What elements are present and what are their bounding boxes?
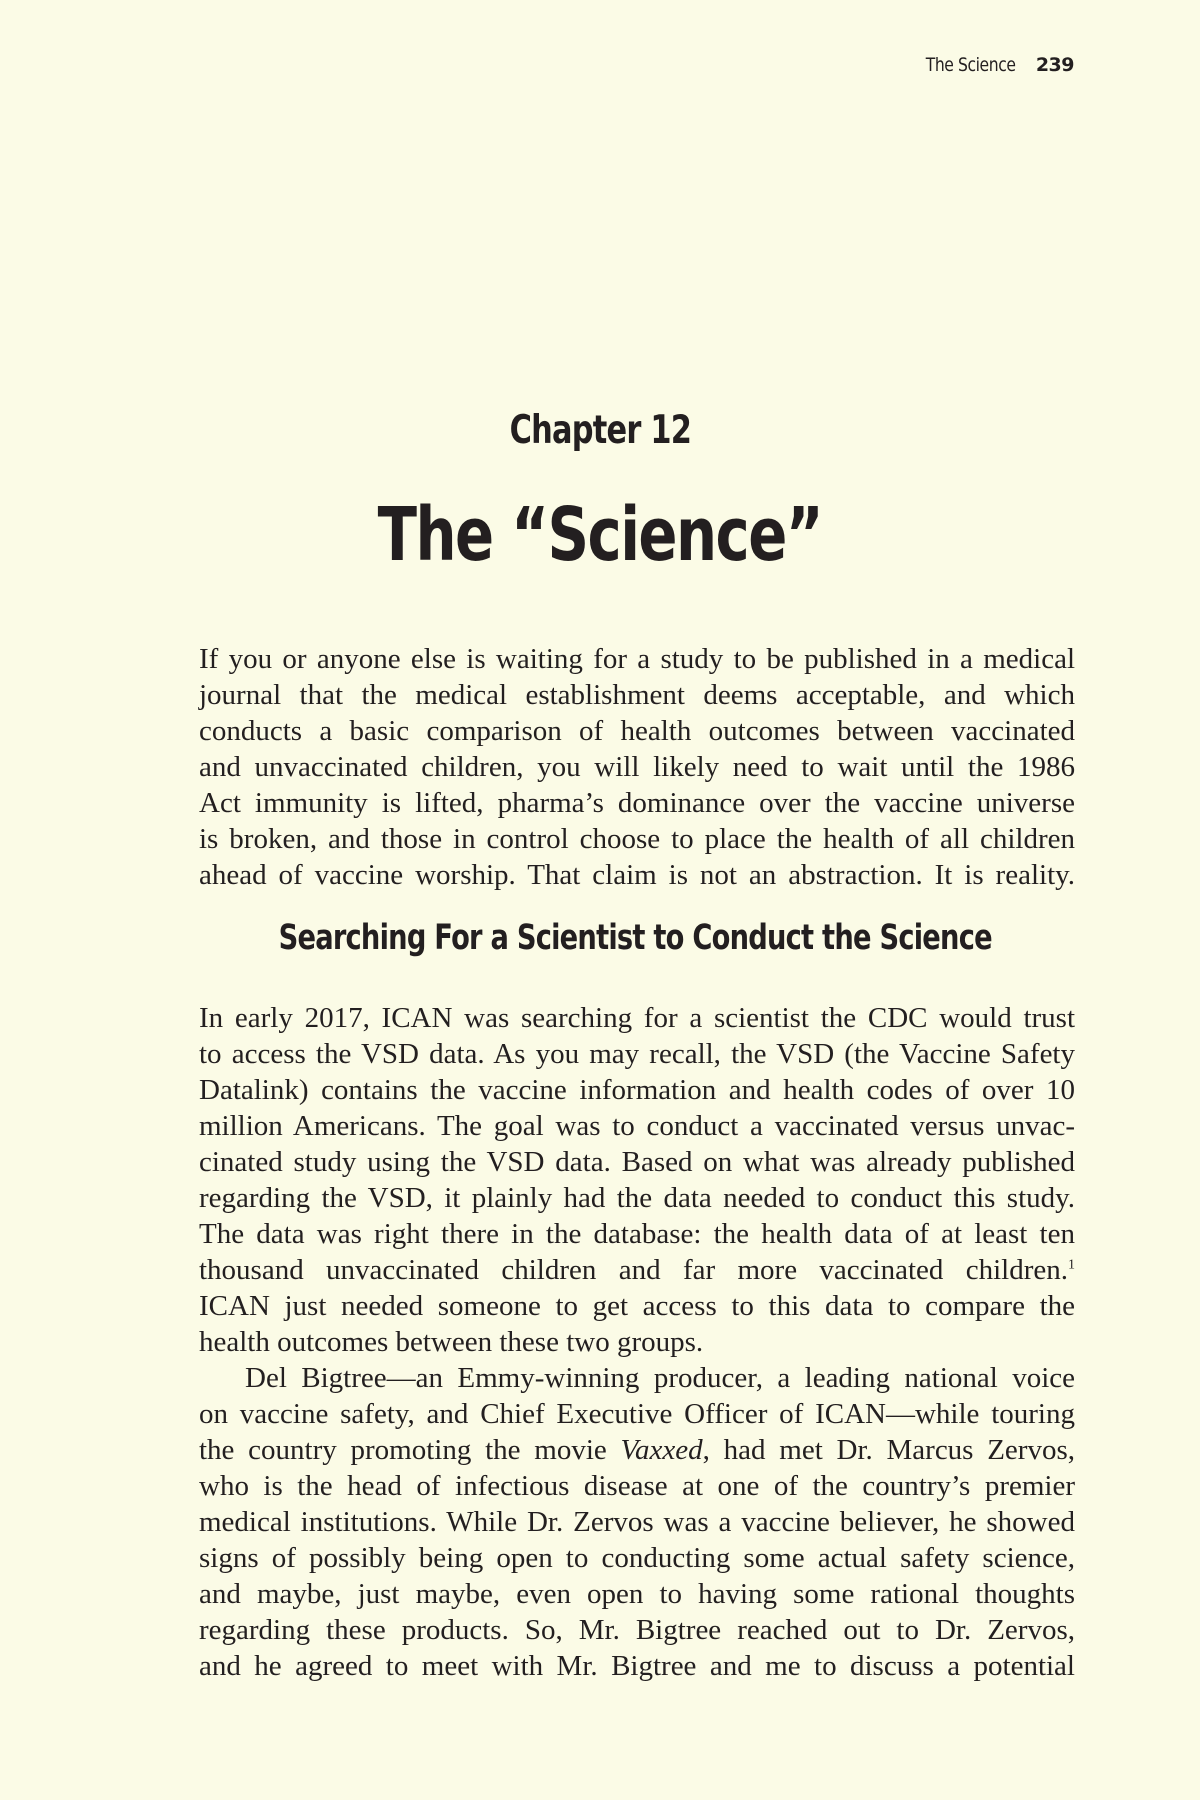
text-line-with-italic: [199, 1432, 1075, 1468]
text-line: The data was right there in the database: the health data of at least ten: [199, 1218, 1075, 1250]
body-paragraph-bigtree: [199, 1360, 1075, 1684]
movie-title: Vaxxed: [620, 1434, 703, 1466]
text-line: ahead of vaccine worship. That claim is not an abstraction. It is reality.: [199, 859, 1075, 891]
section-heading-text: Searching For a Scientist to Conduct the Science: [278, 918, 992, 958]
text-line-with-footnote: [199, 1252, 1075, 1288]
text-line: signs of possibly being open to conducting some actual safety science,: [199, 1542, 1075, 1574]
text-line: to access the VSD data. As you may recall, the VSD (the Vaccine Safety: [199, 1038, 1075, 1070]
running-head: [906, 54, 1074, 76]
text-line: on vaccine safety, and Chief Executive Officer of ICAN—while touring: [199, 1398, 1075, 1430]
text-line: In early 2017, ICAN was searching for a scientist the CDC would trust: [199, 1002, 1075, 1034]
text-segment: , had met Dr. Marcus Zervos,: [702, 1434, 1075, 1466]
text-line: regarding these products. So, Mr. Bigtree reached out to Dr. Zervos,: [199, 1614, 1075, 1646]
text-line: and he agreed to meet with Mr. Bigtree and me to discuss a potential: [199, 1650, 1075, 1682]
chapter-title-text: The “Science”: [377, 492, 823, 578]
text-line: health outcomes between these two groups.: [199, 1326, 704, 1358]
text-line: medical institutions. While Dr. Zervos was a vaccine believer, he showed: [199, 1506, 1075, 1538]
body-paragraph-ican-search: [199, 1000, 1075, 1360]
page-number: 239: [1035, 54, 1074, 76]
text-line: and maybe, just maybe, even open to having some rational thoughts: [199, 1578, 1075, 1610]
text-line: Del Bigtree—an Emmy-winning producer, a leading national voice: [245, 1362, 1075, 1394]
text-line-content: thousand unvaccinated children and far more vaccinated children.: [199, 1254, 1068, 1286]
chapter-label-text: Chapter 12: [509, 408, 691, 453]
text-line: is broken, and those in control choose to place the health of all children: [199, 823, 1075, 855]
chapter-label: [0, 408, 1200, 453]
text-line: regarding the VSD, it plainly had the data needed to conduct this study.: [199, 1182, 1075, 1214]
text-segment: the country promoting the movie: [199, 1434, 621, 1466]
section-heading: [0, 918, 1200, 958]
text-line: million Americans. The goal was to conduct a vaccinated versus unvac-: [199, 1110, 1075, 1142]
text-line: If you or anyone else is waiting for a study to be published in a medical: [199, 643, 1075, 675]
body-paragraph-intro: [199, 641, 1075, 893]
text-line: and unvaccinated children, you will likely need to wait until the 1986: [199, 751, 1075, 783]
chapter-title: [0, 492, 1200, 578]
text-line: cinated study using the VSD data. Based on what was already published: [199, 1146, 1075, 1178]
footnote-marker[interactable]: 1: [1068, 1257, 1075, 1273]
text-line: who is the head of infectious disease at one of the country’s premier: [199, 1470, 1075, 1502]
text-line: Datalink) contains the vaccine information and health codes of over 10: [199, 1074, 1075, 1106]
text-line: Act immunity is lifted, pharma’s dominance over the vaccine universe: [199, 787, 1075, 819]
text-line: journal that the medical establishment deems acceptable, and which: [199, 679, 1075, 711]
text-line: conducts a basic comparison of health outcomes between vaccinated: [199, 715, 1075, 747]
text-line: ICAN just needed someone to get access to this data to compare the: [199, 1290, 1075, 1322]
running-head-title: The Science: [926, 54, 1016, 76]
